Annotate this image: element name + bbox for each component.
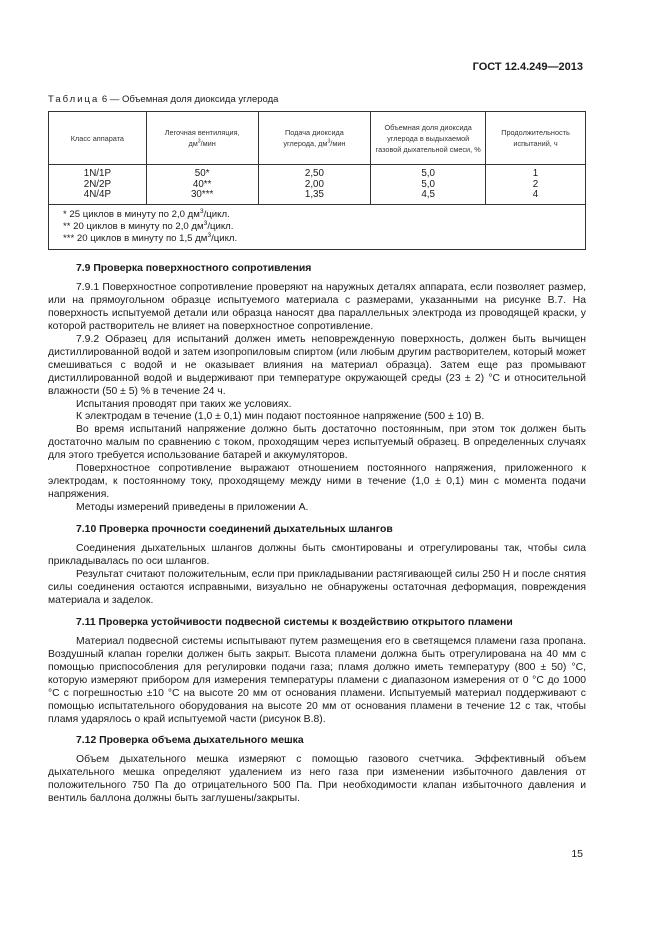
paragraph: Соединения дыхательных шлангов должны быть смонтированы и отрегулированы так, чтобы сила прикладывалась по оси шлангов. xyxy=(48,543,586,568)
section-title-7-12: 7.12 Проверка объема дыхательного мешка xyxy=(76,735,304,747)
section-title-7-11: 7.11 Проверка устойчивости подвесной системы к воздействию открытого пламени xyxy=(76,616,513,628)
header-duration: Продолжительность испытаний, ч xyxy=(486,112,586,165)
paragraph: Материал подвесной системы испытывают путем размещения его в светящемся пламени газа пропана. Воздушный клапан горелки должен быть закрыт. Высота пламени должна быть отрегулирована на 40 мм с помощью приспособления для регулировки подачи газа; пламя должно иметь температуру (800 ± 50) °С, которую измеряют прибором для измерения температуры пламени с диапазоном измерения от 0 °С до 1000 °С с погрешностью ±10 °С на высоте 20 мм от основания пламени. Испытуемый материал поддерживают с помощью испытательного оборудования на высоте 20 мм от основания пламени в течение 12 с так, чтобы пламя ударялось о край испытуемой части (рисунок В.8). xyxy=(48,635,586,725)
page-number: 15 xyxy=(571,848,583,860)
paragraph: Объем дыхательного мешка измеряют с помощью газового счетчика. Эффективный объем дыхательного мешка определяют удалением из него газа при изменении избыточного давления от положительного 750 Па до отрицательного 500 Па. При необходимости клапан избыточного давления и вентиль баллона должны быть заглушены/закрыты. xyxy=(48,754,586,805)
table-data-row xyxy=(49,165,586,205)
paragraph: Методы измерений приведены в приложении А. xyxy=(76,502,309,514)
table-note: ** 20 циклов в минуту по 2,0 $дм^3$/цикл. xyxy=(63,219,234,232)
paragraph: 7.9.2 Образец для испытаний должен иметь неповрежденную поверхность, должен быть вычищен дистиллированной водой и затем изопропиловым спиртом (или любым другим растворителем, который может смешиваться с водой и не оказывает влияния на материал образца). Затем еще раз промывают дистиллированной водой и выдерживают при температуре окружающей среды (23 ± 2) °С и относительной влажности (50 ± 5) % в течение 24 ч. xyxy=(48,333,586,397)
table-note: *** 20 циклов в минуту по 1,5 $дм^3$/цикл. xyxy=(63,231,238,244)
section-title-7-10: 7.10 Проверка прочности соединений дыхательных шлангов xyxy=(76,524,393,536)
co2-fraction-table xyxy=(48,111,586,250)
table-header-row xyxy=(49,112,586,165)
document-body xyxy=(48,263,586,806)
paragraph: Во время испытаний напряжение должно быть достаточно постоянным, при этом ток должен быть достаточно малым по сравнению с током, проходящим через испытуемый образец. В определенных случаях для этого требуется использование батарей и аккумуляторов. xyxy=(48,424,586,462)
cell-co2-feed: 2,50 2,00 1,35 xyxy=(258,165,371,205)
cell-duration: 1 2 4 xyxy=(486,165,586,205)
table-caption-word: Таблица xyxy=(48,94,100,105)
table-notes xyxy=(49,204,586,249)
paragraph: Результат считают положительным, если при прикладывании растягивающей силы 250 Н и после снятия силы соединения остаются исправными, визуально не обнаружены остаточная деформация, повреждения материала и заделок. xyxy=(48,568,586,606)
table-note: * 25 циклов в минуту по 2,0 $дм^3$/цикл. xyxy=(63,207,230,220)
cell-co2-fraction: 5,0 5,0 4,5 xyxy=(371,165,486,205)
table-caption-text: 6 — Объемная доля диоксида углерода xyxy=(101,94,279,105)
header-co2-fraction: Объемная доля диоксида углерода в выдыхаемой газовой дыхательной смеси, % xyxy=(371,112,486,165)
paragraph: К электродам в течение (1,0 ± 0,1) мин подают постоянное напряжение (500 ± 10) В. xyxy=(76,411,485,423)
header-co2-feed: Подача диоксида углерода, $дм^3$/мин xyxy=(258,112,371,165)
paragraph: 7.9.1 Поверхностное сопротивление проверяют на наружных деталях аппарата, если позволяет размер, или на прямоугольном образце испытуемого материала с размерами, указанными на рисунке В.7. На поверхность испытуемой детали или образца наносят два параллельных электрода из проводящей краски, у которой растворитель не влияет на поверхностное сопротивление. xyxy=(48,281,586,332)
table-notes-row xyxy=(49,204,586,249)
header-apparatus-class: Класс аппарата xyxy=(49,112,147,165)
standard-header: ГОСТ 12.4.249—2013 xyxy=(472,61,583,73)
cell-ventilation: 50* 40** 30*** xyxy=(146,165,258,205)
paragraph: Поверхностное сопротивление выражают отношением постоянного напряжения, приложенного к электродам, к постоянному току, проходящему между ними в течение (1,0 ± 0,1) мин с момента подачи напряжения. xyxy=(48,463,586,501)
table-caption xyxy=(48,94,278,105)
paragraph: Испытания проводят при таких же условиях. xyxy=(76,398,292,410)
section-title-7-9: 7.9 Проверка поверхностного сопротивления xyxy=(76,263,312,274)
header-ventilation: Легочная вентиляция, $дм^3$/мин xyxy=(146,112,258,165)
cell-class: 1N/1P 2N/2P 4N/4P xyxy=(49,165,147,205)
